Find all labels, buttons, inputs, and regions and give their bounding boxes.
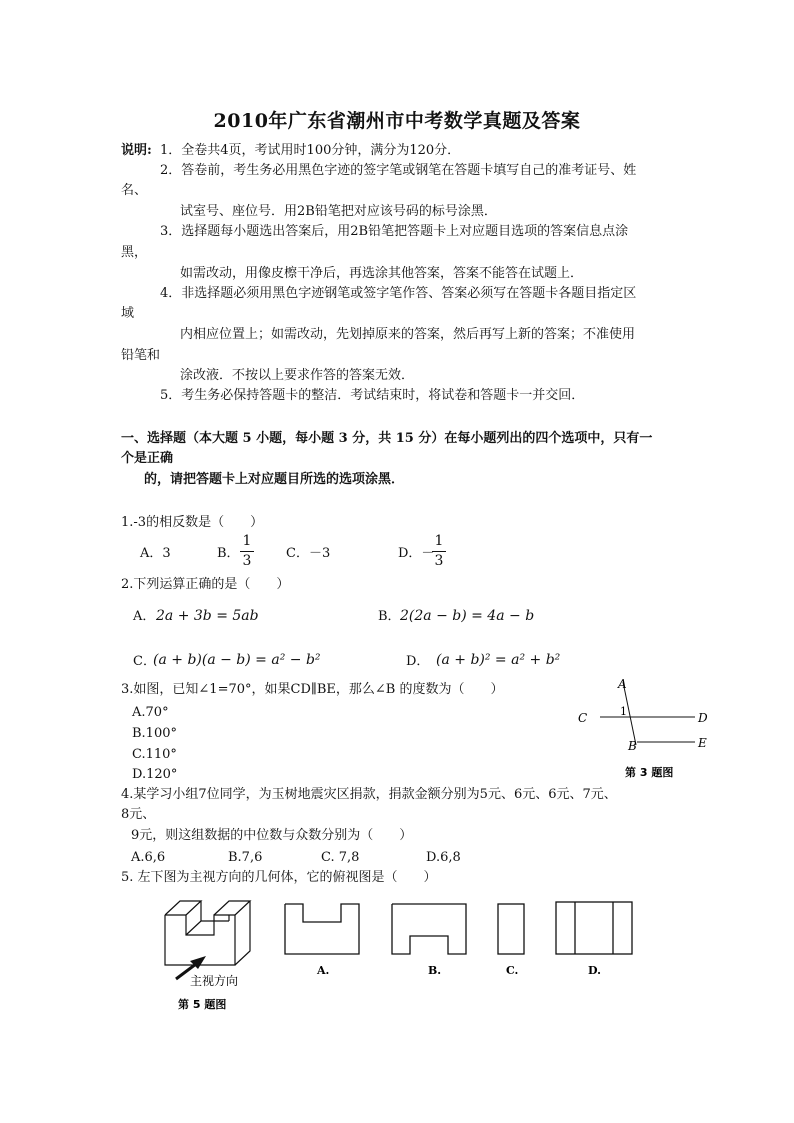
q2-option-b-label: B． xyxy=(378,609,401,624)
page-title: 2010年广东省潮州市中考数学真题及答案 xyxy=(213,110,581,132)
q5-stem: 5. 左下图为主视方向的几何体，它的俯视图是（ ） xyxy=(121,870,437,885)
note-3-cont: 如需改动，用像皮檫干净后，再选涂其他答案，答案不能答在试题上． xyxy=(180,266,584,281)
q2-option-b-expr: 2(2a − b) = 4a − b xyxy=(400,608,535,624)
label-e: E xyxy=(698,736,707,750)
q3-option-c: C.110° xyxy=(132,747,177,762)
figure-3-caption: 第 3 题图 xyxy=(625,766,674,779)
note-4-wrap: 域 xyxy=(121,306,135,321)
q1-option-d-label: D．－ xyxy=(398,546,435,561)
q1-option-c: C．－3 xyxy=(286,546,331,561)
note-4-wrap2: 铅笔和 xyxy=(121,348,161,363)
note-4-cont: 内相应位置上；如需改动，先划掉原来的答案，然后再写上新的答案；不准使用 xyxy=(180,327,636,342)
q3-option-b: B.100° xyxy=(132,726,177,741)
shape-d-outline xyxy=(556,902,632,954)
q5-solid-figure xyxy=(150,895,275,1015)
note-2-wrap: 名、 xyxy=(121,183,148,198)
q4-stem-line-1: 4.某学习小组7位同学，为玉树地震灾区捐款，捐款金额分别为5元、6元、6元、7元、 xyxy=(121,787,617,802)
q2-option-d-label: D． xyxy=(406,654,430,669)
q3-stem: 3.如图，已知∠1=70°，如果CD∥BE，那么∠B 的度数为（ ） xyxy=(121,682,504,697)
q5-option-b-label: B. xyxy=(428,964,442,977)
q5-option-c-label: C. xyxy=(506,964,519,977)
q5-option-b-figure xyxy=(390,902,470,982)
q4-stem-wrap: 8元、 xyxy=(121,807,156,822)
q1-d-numerator: 1 xyxy=(434,533,444,549)
q2-stem: 2.下列运算正确的是（ ） xyxy=(121,577,290,592)
fraction-bar xyxy=(240,551,254,552)
note-3-wrap: 黑， xyxy=(121,245,148,260)
q5-option-d-label: D. xyxy=(588,964,601,977)
section-heading-line-1: 一、选择题（本大题 5 小题，每小题 3 分，共 15 分）在每小题列出的四个选项中，只有一 xyxy=(121,431,653,446)
q1-option-a: A．3 xyxy=(140,546,171,561)
q1-stem: 1.-3的相反数是（ ） xyxy=(121,515,264,530)
q4-stem-line-2: 9元，则这组数据的中位数与众数分别为（ ） xyxy=(131,828,413,843)
label-d: D xyxy=(698,711,708,725)
q2-option-a-expr: 2a + 3b = 5ab xyxy=(156,608,259,624)
note-2: 2．答卷前，考生务必用黑色字迹的签字笔或钢笔在答题卡填写自己的准考证号、姓 xyxy=(160,163,637,178)
q3-option-d: D.120° xyxy=(132,767,178,782)
q1-option-b-fraction xyxy=(240,533,254,570)
figure-5-caption: 第 5 题图 xyxy=(178,998,227,1011)
section-heading-line-3: 的，请把答题卡上对应题目所选的选项涂黑． xyxy=(144,472,405,487)
note-4-cont2: 涂改液．不按以上要求作答的答案无效． xyxy=(180,368,415,383)
label-b: B xyxy=(628,739,637,753)
q1-option-b-label: B． xyxy=(217,546,240,561)
q3-option-a: A.70° xyxy=(132,705,169,720)
note-3: 3．选择题每小题选出答案后，用2B铅笔把答题卡上对应题目选项的答案信息点涂 xyxy=(160,224,629,239)
label-a: A xyxy=(618,677,627,691)
q2-option-a-label: A． xyxy=(133,609,156,624)
fraction-bar xyxy=(432,551,446,552)
right-pillar-top xyxy=(214,901,250,915)
q5-option-a-label: A. xyxy=(317,964,330,977)
note-4: 4．非选择题必须用黑色字迹钢笔或签字笔作答、答案必须写在答题卡各题目指定区 xyxy=(160,286,637,301)
q4-option-c: C. 7,8 xyxy=(321,850,360,865)
left-pillar-top xyxy=(165,901,201,915)
notch-floor xyxy=(186,921,229,935)
q5-option-a-figure xyxy=(283,902,363,982)
q2-option-d-expr: (a + b)² = a² + b² xyxy=(436,652,561,668)
q1-d-denominator: 3 xyxy=(434,553,444,569)
q4-option-a: A.6,6 xyxy=(131,850,166,865)
shape-a xyxy=(285,904,359,954)
q1-b-numerator: 1 xyxy=(242,533,252,549)
q5-option-c-figure xyxy=(496,902,536,982)
right-side xyxy=(235,901,250,965)
q5-option-d-figure xyxy=(554,900,638,982)
q2-option-c-expr: (a + b)(a − b) = a² − b² xyxy=(153,652,321,668)
q4-option-d: D.6,8 xyxy=(426,850,461,865)
q1-b-denominator: 3 xyxy=(242,553,252,569)
section-heading-line-2: 个是正确 xyxy=(121,451,174,466)
q1-option-d-fraction xyxy=(432,533,446,570)
notes-label: 说明: xyxy=(121,143,152,158)
note-2-cont: 试室号、座位号．用2B铅笔把对应该号码的标号涂黑． xyxy=(180,204,497,219)
note-1: 1．全卷共4页，考试用时100分钟，满分为120分． xyxy=(160,143,461,158)
shape-c xyxy=(498,904,524,954)
label-c: C xyxy=(578,711,588,725)
q3-figure xyxy=(570,670,720,780)
label-angle-1: 1 xyxy=(620,705,627,718)
note-5: 5．考生务必保持答题卡的整洁．考试结束时，将试卷和答题卡一并交回． xyxy=(160,388,585,403)
q4-option-b: B.7,6 xyxy=(228,850,263,865)
shape-b xyxy=(392,904,466,954)
q2-option-c-label: C． xyxy=(133,654,156,669)
view-direction-label: 主视方向 xyxy=(190,974,239,988)
